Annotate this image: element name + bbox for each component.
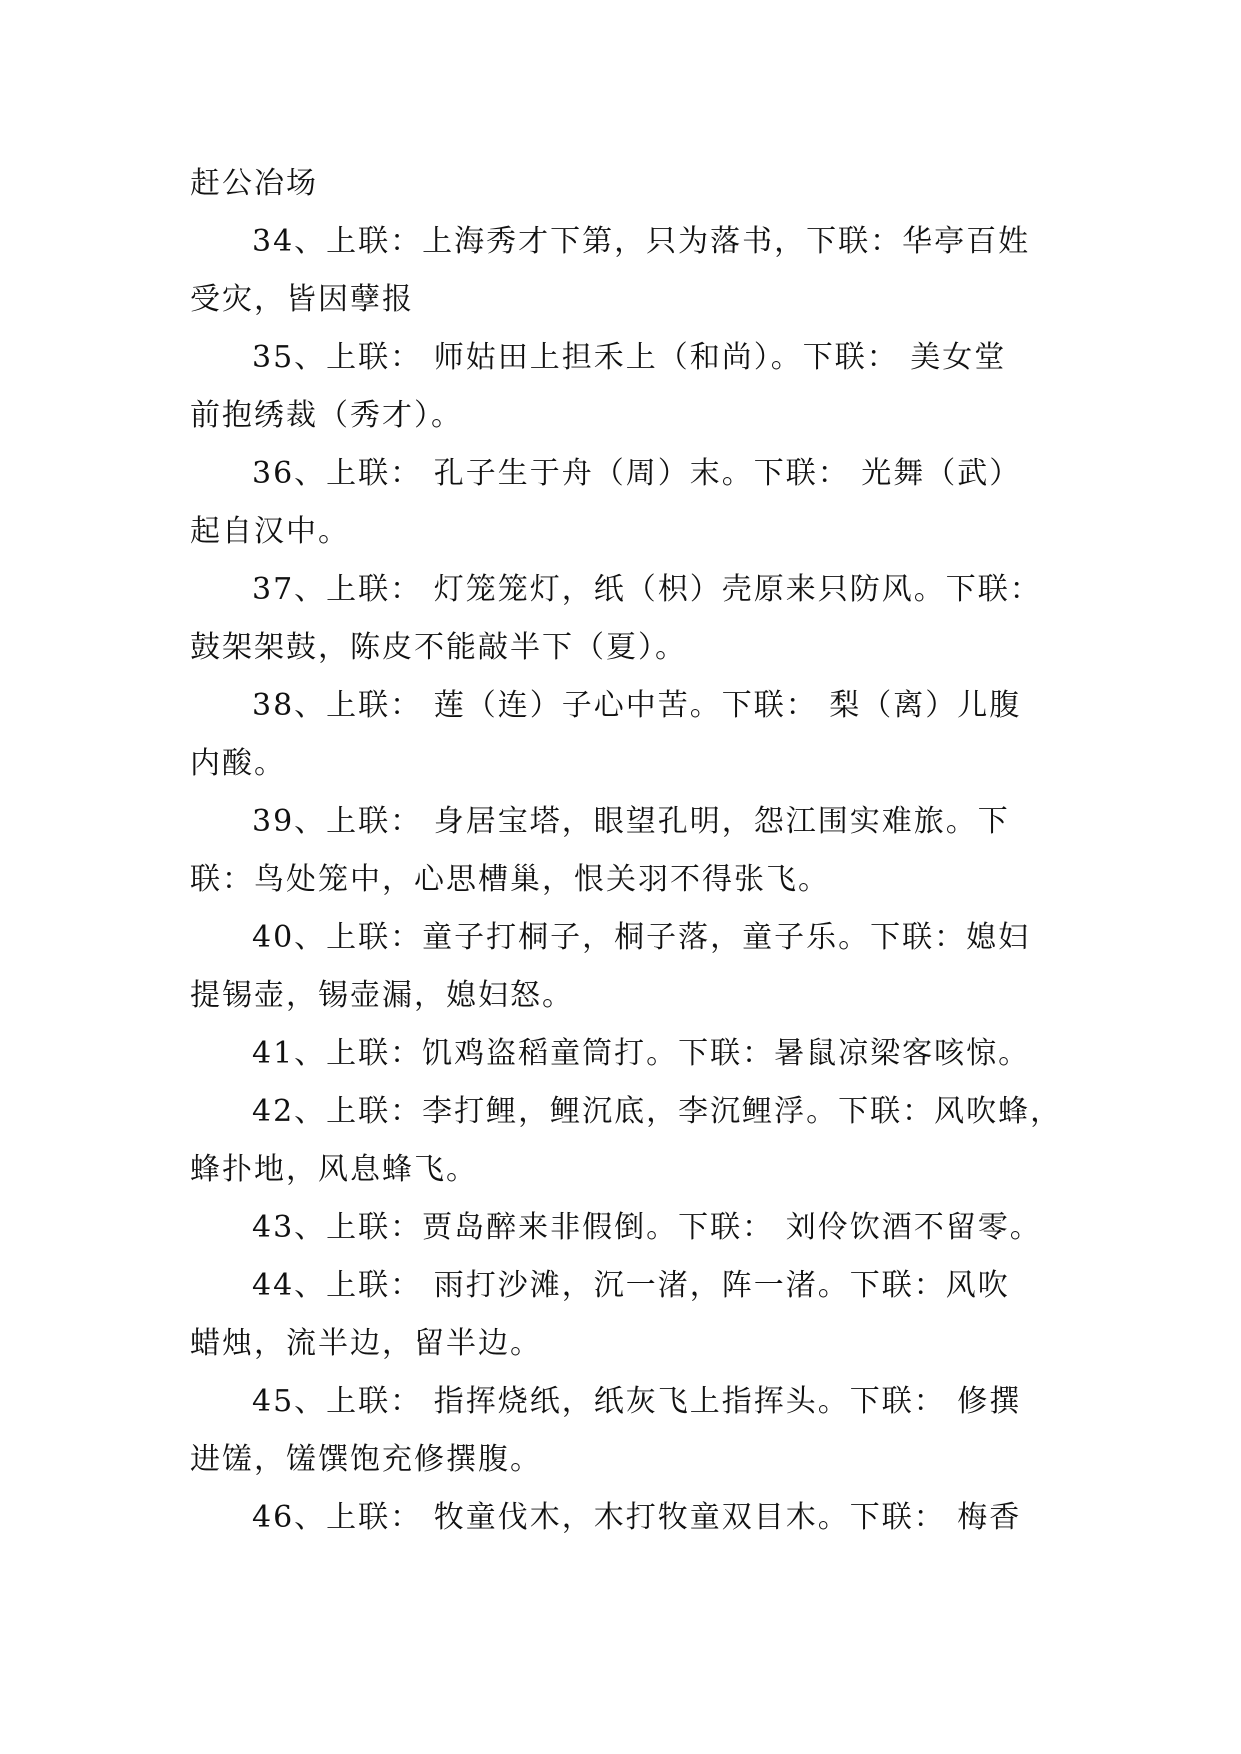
couplet-43-line: 43、上联：贾岛醉来非假倒。下联： 刘伶饮酒不留零。 [252, 1210, 1042, 1245]
couplet-36-line: 36、上联： 孔子生于舟（周）末。下联： 光舞（武） [252, 456, 1022, 491]
text-line: 受灾，皆因孽报 [190, 282, 414, 317]
couplet-38-line: 38、上联： 莲（连）子心中苦。下联： 梨（离）儿腹 [252, 688, 1022, 723]
text-line: 鼓架架鼓，陈皮不能敲半下（夏）。 [190, 630, 687, 665]
text-line: 蜡烛，流半边，留半边。 [190, 1326, 542, 1361]
couplet-42-line: 42、上联：李打鲤，鲤沉底，李沉鲤浮。下联：风吹蜂， [252, 1094, 1063, 1129]
text-line: 内酸。 [190, 746, 286, 781]
couplet-44-line: 44、上联： 雨打沙滩，沉一渚，阵一渚。下联：风吹 [252, 1268, 1010, 1303]
couplet-40-line: 40、上联：童子打桐子，桐子落，童子乐。下联：媳妇 [252, 920, 1031, 955]
couplet-41-line: 41、上联：饥鸡盗稻童筒打。下联：暑鼠凉梁客咳惊。 [252, 1036, 1031, 1071]
couplet-45-line: 45、上联： 指挥烧纸，纸灰飞上指挥头。下联： 修撰 [252, 1384, 1022, 1419]
text-line: 联：鸟处笼中，心思槽巢，恨关羽不得张飞。 [190, 862, 830, 897]
text-line: 起自汉中。 [190, 514, 350, 549]
text-line: 蜂扑地，风息蜂飞。 [190, 1152, 478, 1187]
text-line: 前抱绣裁（秀才）。 [190, 398, 463, 433]
couplet-39-line: 39、上联： 身居宝塔，眼望孔明，怨江围实难旅。下 [252, 804, 1010, 839]
document-page [190, 155, 1063, 1547]
couplet-46-line: 46、上联： 牧童伐木，木打牧童双目木。下联： 梅香 [252, 1500, 1022, 1535]
text-line: 提锡壶，锡壶漏，媳妇怒。 [190, 978, 574, 1013]
text-line: 进馐，馐馔饱充修撰腹。 [190, 1442, 542, 1477]
couplet-35-line: 35、上联： 师姑田上担禾上（和尚）。下联： 美女堂 [252, 340, 1007, 375]
couplet-34-line: 34、上联：上海秀才下第，只为落书，下联：华亭百姓 [252, 224, 1031, 259]
text-line: 赶公冶场 [190, 166, 318, 201]
couplet-37-line: 37、上联： 灯笼笼灯，纸（枳）壳原来只防风。下联： [252, 572, 1042, 607]
